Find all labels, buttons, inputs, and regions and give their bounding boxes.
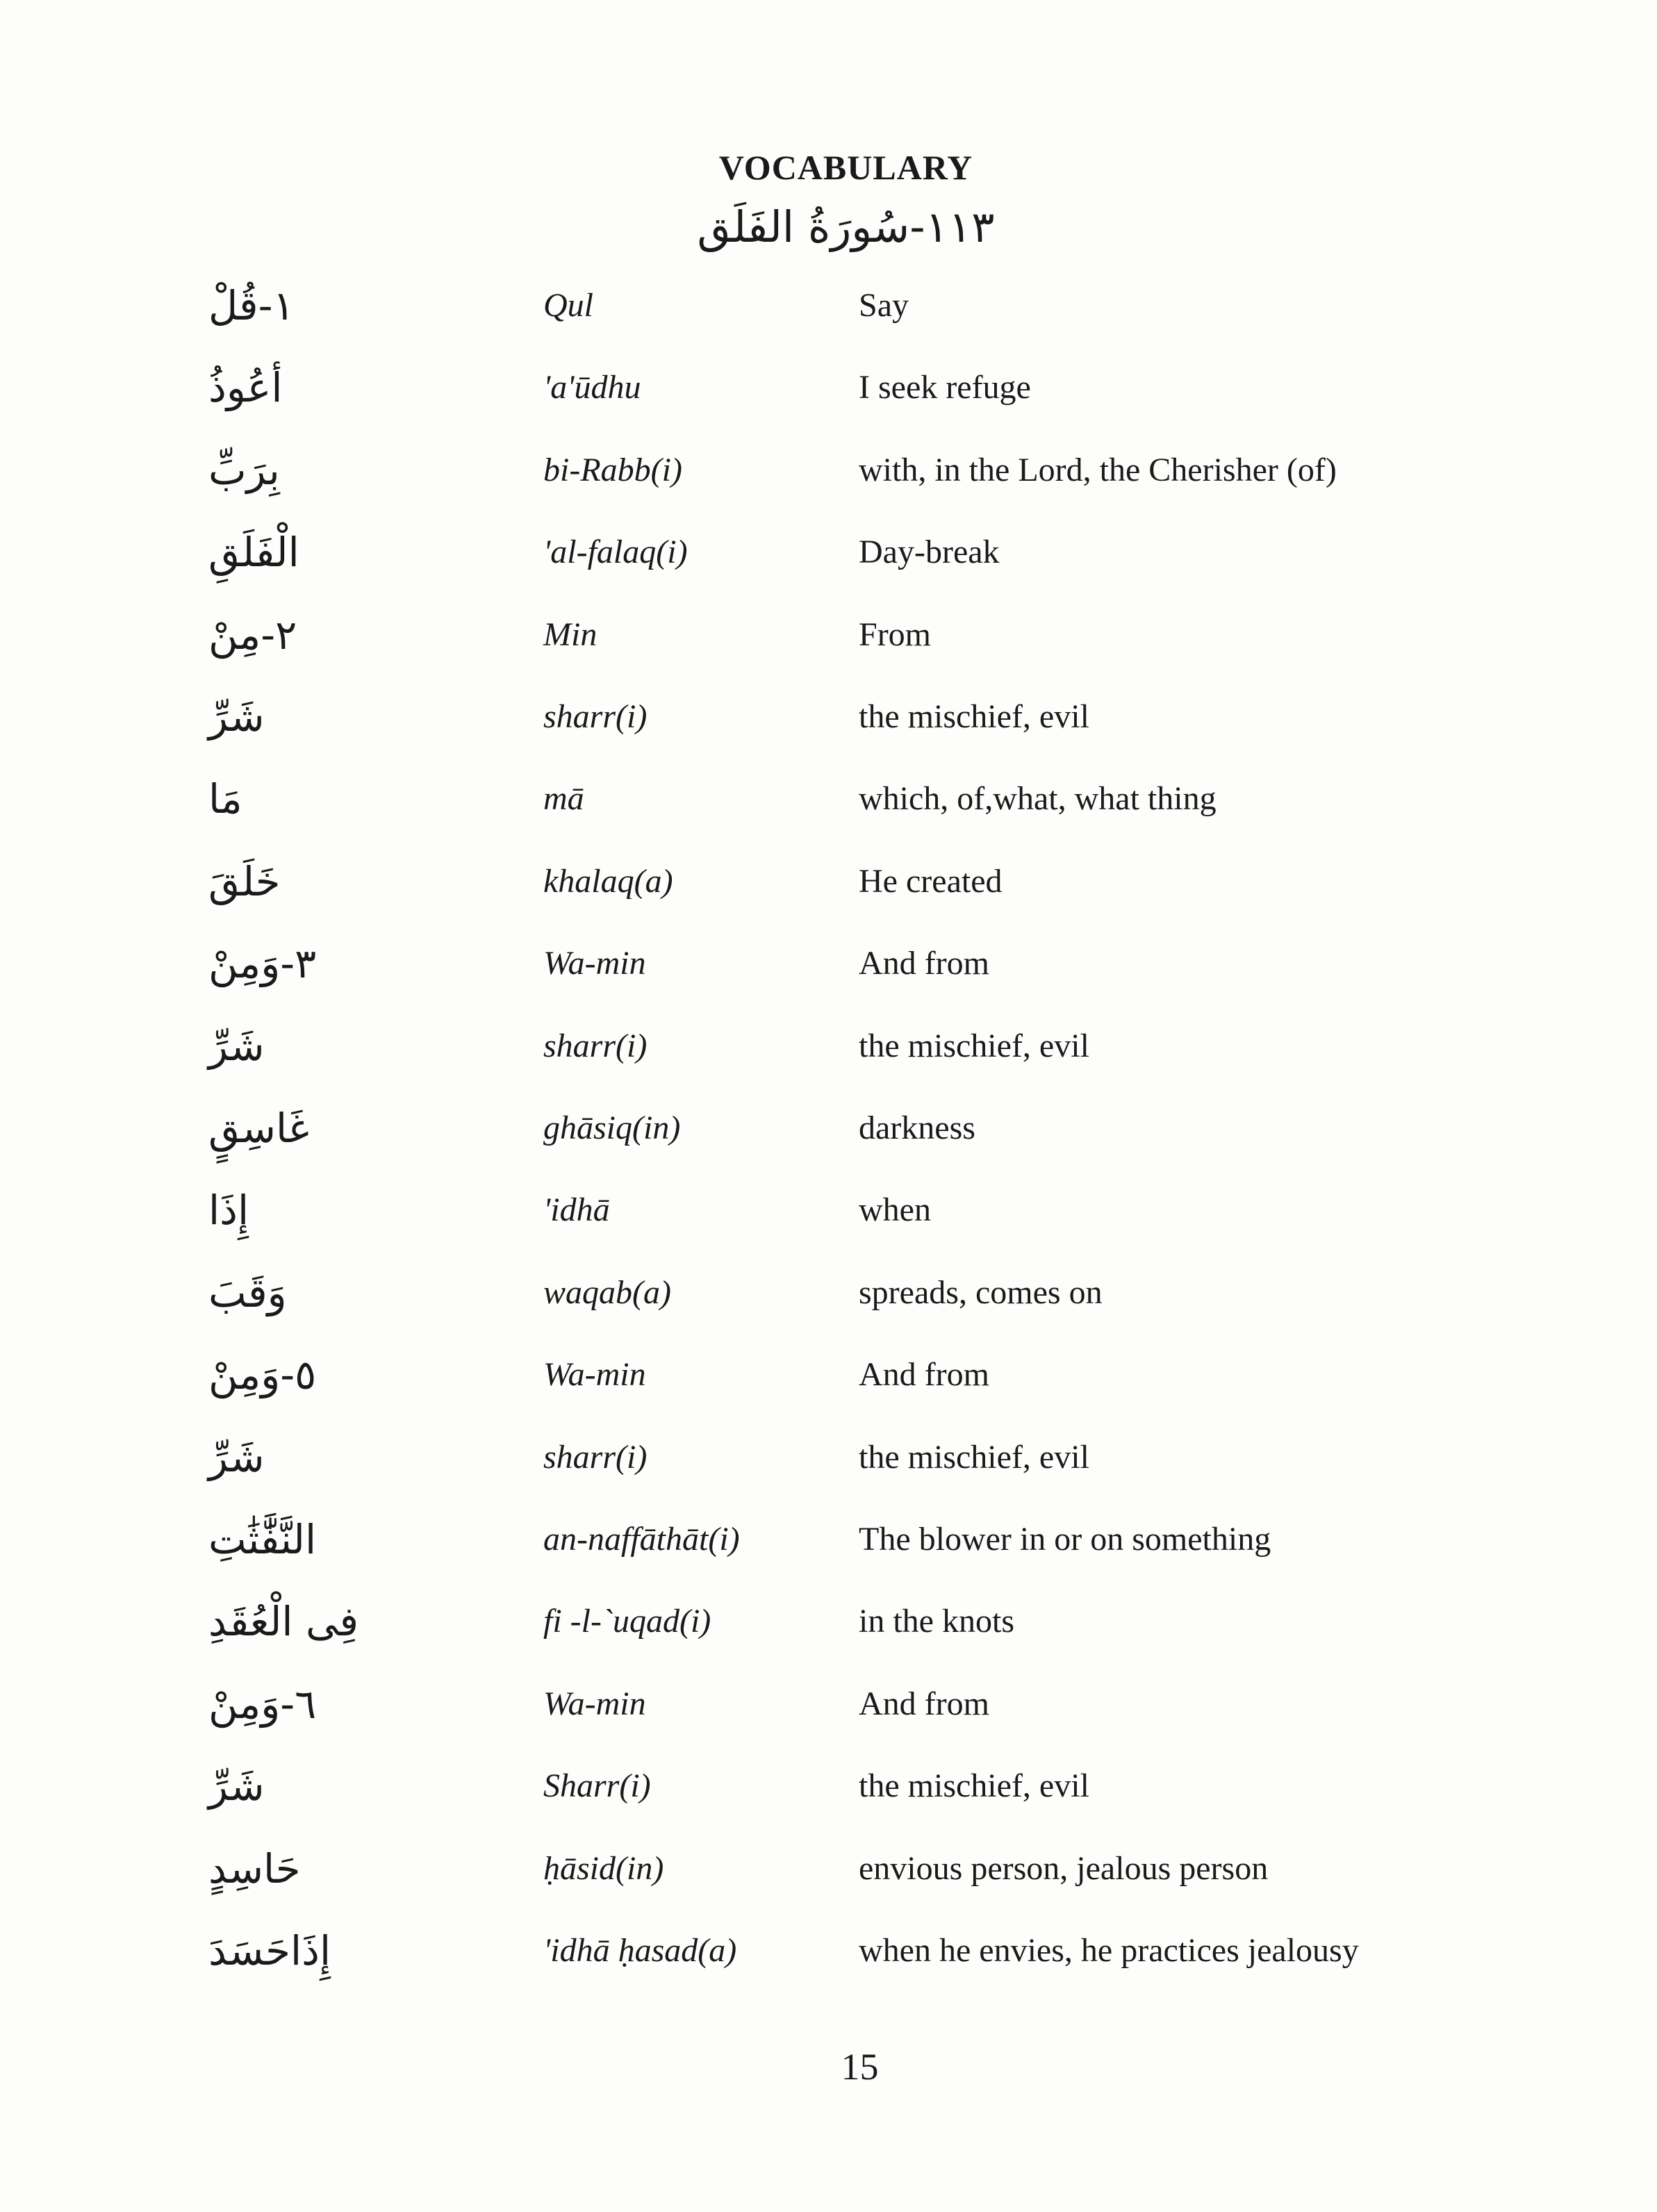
transliteration: Wa-min [543,945,646,982]
english-meaning: in the knots [859,1603,1014,1640]
arabic-word: وَقَبَ [208,1269,287,1317]
transliteration: Qul [543,287,593,324]
transliteration: Sharr(i) [543,1767,651,1805]
arabic-word: ١-قُلْ [208,282,295,329]
english-meaning: He created [859,862,1003,900]
arabic-word: شَرِّ [208,693,265,741]
arabic-word: ٣-وَمِنْ [208,940,317,988]
english-meaning: the mischief, evil [859,1438,1089,1476]
english-meaning: Day-break [859,534,1000,571]
english-meaning: when [859,1191,931,1229]
vocab-row [0,436,1657,518]
english-meaning: And from [859,1356,989,1394]
english-meaning: which, of,what, what thing [859,780,1217,818]
vocab-row [0,1258,1657,1340]
english-meaning: Say [859,287,909,324]
transliteration: 'al-falaq(i) [543,534,688,571]
arabic-word: ٢-مِنْ [208,611,297,659]
arabic-word: فِى الْعُقَدِ [208,1598,359,1646]
arabic-word: بِرَبِّ [208,446,280,494]
english-meaning: with, in the Lord, the Cherisher (of) [859,451,1337,488]
english-meaning: The blower in or on something [859,1521,1271,1558]
english-meaning: spreads, comes on [859,1273,1103,1311]
vocab-row [0,1751,1657,1833]
transliteration: an-naffāthāt(i) [543,1521,740,1558]
vocab-row [0,929,1657,1011]
arabic-word: شَرِّ [208,1763,265,1810]
transliteration: ḥāsid(in) [543,1849,664,1887]
transliteration: mā [543,780,584,818]
arabic-word: حَاسِدٍ [208,1844,301,1892]
transliteration: 'idhā ḥasad(a) [543,1932,737,1969]
vocab-row [0,1505,1657,1587]
transliteration: ghāsiq(in) [543,1109,681,1146]
transliteration: fi -l-`uqad(i) [543,1603,711,1640]
english-meaning: I seek refuge [859,369,1031,406]
vocab-row [0,518,1657,600]
english-meaning: And from [859,1685,989,1722]
transliteration: 'a'ūdhu [543,369,641,406]
arabic-word: خَلَقَ [208,857,281,905]
vocab-row [0,1587,1657,1669]
vocab-row [0,271,1657,353]
transliteration: Wa-min [543,1685,646,1722]
surah-title: ١١٣-سُورَةُ الفَلَق [697,201,995,252]
transliteration: waqab(a) [543,1273,671,1311]
vocab-row [0,600,1657,682]
vocab-row [0,847,1657,929]
english-meaning: envious person, jealous person [859,1849,1269,1887]
arabic-word: الْفَلَقِ [208,529,299,577]
vocab-row [0,682,1657,764]
vocab-row [0,1916,1657,1998]
page-title: VOCABULARY [718,148,973,187]
english-meaning: From [859,616,932,653]
transliteration: 'idhā [543,1191,610,1229]
arabic-word: ٥-وَمِنْ [208,1351,317,1399]
vocab-row [0,1669,1657,1751]
arabic-word: ٦-وَمِنْ [208,1680,317,1728]
vocab-row [0,1093,1657,1175]
vocab-row [0,1012,1657,1093]
transliteration: sharr(i) [543,1438,648,1476]
english-meaning: when he envies, he practices jealousy [859,1932,1359,1969]
arabic-word: إِذَاحَسَدَ [208,1927,331,1974]
vocab-row [0,764,1657,846]
arabic-word: شَرِّ [208,1022,265,1070]
english-meaning: the mischief, evil [859,698,1089,735]
vocab-row [0,1175,1657,1257]
transliteration: sharr(i) [543,698,648,735]
arabic-word: أعُوذُ [208,364,283,412]
english-meaning: the mischief, evil [859,1027,1089,1064]
vocab-row [0,1340,1657,1422]
english-meaning: the mischief, evil [859,1767,1089,1805]
transliteration: Min [543,616,597,653]
english-meaning: And from [859,945,989,982]
transliteration: sharr(i) [543,1027,648,1064]
transliteration: Wa-min [543,1356,646,1394]
arabic-word: النَّفَّٰثَٰتِ [208,1516,317,1563]
vocab-row [0,1423,1657,1505]
transliteration: bi-Rabb(i) [543,451,682,488]
arabic-word: غَاسِقٍ [208,1105,309,1152]
arabic-word: مَا [208,775,242,823]
page-number: 15 [841,2046,879,2088]
arabic-word: إِذَا [208,1187,249,1235]
english-meaning: darkness [859,1109,975,1146]
vocab-row [0,1834,1657,1916]
arabic-word: شَرِّ [208,1433,265,1481]
vocab-row [0,353,1657,435]
transliteration: khalaq(a) [543,862,673,900]
